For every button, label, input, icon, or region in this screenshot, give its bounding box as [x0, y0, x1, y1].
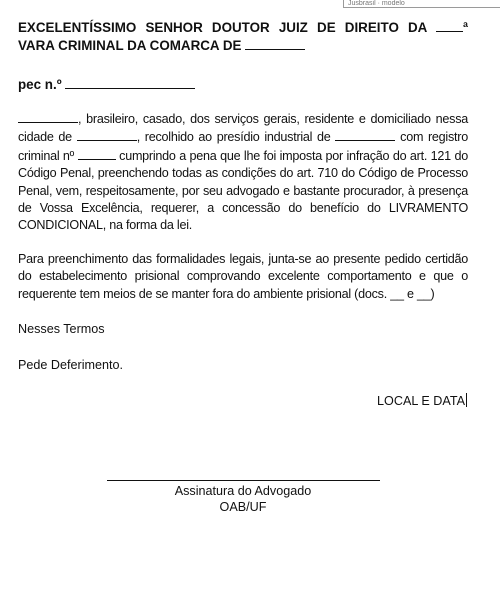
- heading-text-1: EXCELENTÍSSIMO SENHOR DOUTOR JUIZ DE DIREITO DA: [18, 20, 437, 35]
- prison-blank[interactable]: [335, 128, 395, 141]
- name-blank[interactable]: [18, 110, 78, 123]
- pec-label: pec n.º: [18, 77, 62, 92]
- petition-text-4: cumprindo a pena que lhe foi imposta por infração do art. 121 do Código Penal, preenchendo todas as condições do art. 710 do Código de Processo Penal, vem, respeitosamente, por seu advogado e bastante procurador, à presença de Vossa Excelência, requerer, a concessão do benefício do LIVRAMENTO CONDICIONAL, na forma da lei.: [18, 148, 468, 233]
- signature-oab: OAB/UF: [219, 500, 267, 514]
- local-date: [377, 393, 467, 408]
- text-cursor: [466, 393, 467, 407]
- pec-number: [18, 76, 195, 92]
- petition-text-2: , recolhido ao presídio industrial de: [136, 130, 336, 145]
- documents-paragraph: Para preenchimento das formalidades legais, junta-se ao presente pedido certidão do estabelecimento prisional comprovando excelente comportamento e que o requerente tem meios de se manter fora do ambiente prisional (docs. __ e __): [18, 252, 468, 301]
- document-source-label: Jusbrasil · modelo: [348, 0, 405, 7]
- petition-paragraph: [18, 110, 468, 235]
- signature-block: [0, 483, 486, 515]
- petition-text-1: , brasileiro, casado, dos serviços gerais, residente e domiciliado nessa cidade de: [18, 112, 468, 145]
- document-source-tab: [343, 0, 500, 8]
- local-date-text: LOCAL E DATA: [377, 394, 465, 408]
- document-heading: [18, 19, 468, 55]
- heading-text-2: ª VARA CRIMINAL DA COMARCA DE: [18, 20, 468, 53]
- city-blank[interactable]: [77, 128, 137, 141]
- pec-number-blank[interactable]: [65, 76, 195, 89]
- signature-name: Assinatura do Advogado: [174, 484, 312, 498]
- registry-blank[interactable]: [78, 147, 116, 160]
- heading-vara-blank[interactable]: [436, 19, 463, 32]
- closing-text: Nesses Termos: [18, 322, 105, 336]
- request-text: Pede Deferimento.: [18, 358, 124, 372]
- petition-text-3: com registro criminal nº: [18, 130, 468, 163]
- heading-comarca-blank[interactable]: [245, 37, 305, 50]
- signature-line: [107, 480, 380, 481]
